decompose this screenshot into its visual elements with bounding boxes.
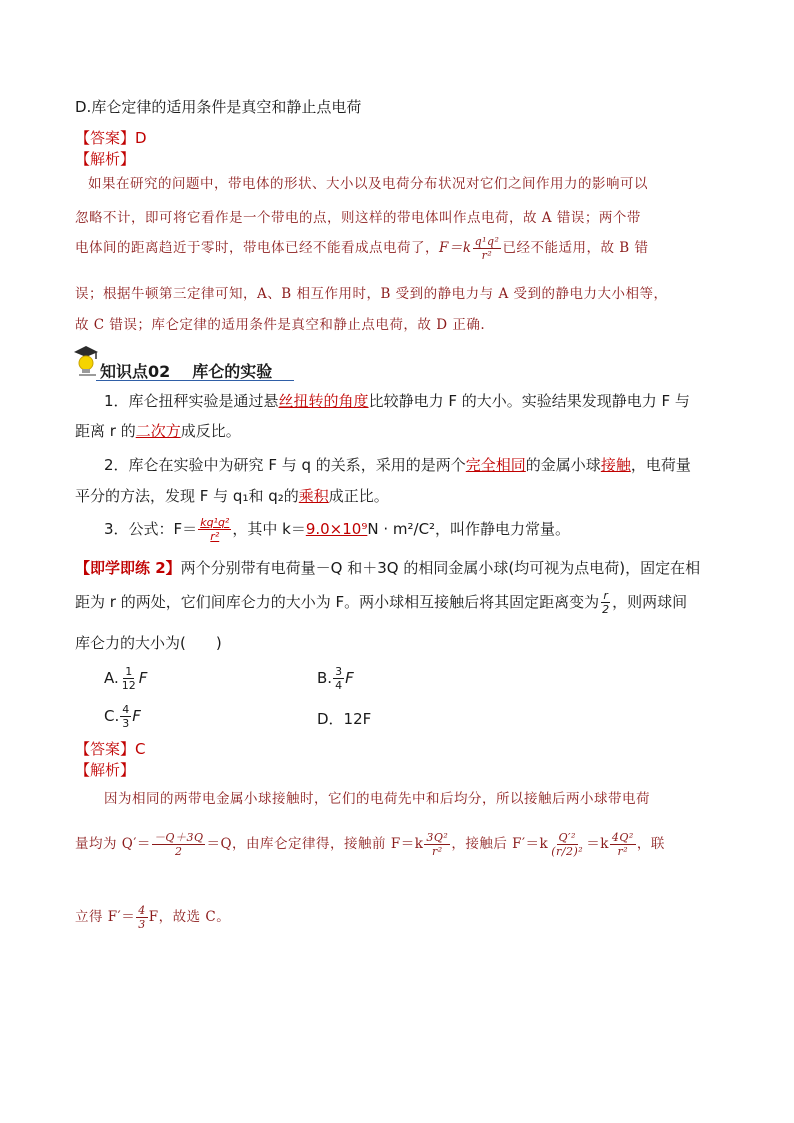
option-b-label: B. [317, 669, 333, 687]
explain-2-den-1: 2 [174, 845, 183, 858]
explain-1-line-3-text: 电体间的距离趋近于零时，带电体已经不能看成点电荷了， [75, 240, 439, 256]
point-3-numerator [198, 517, 231, 530]
answer-line-2 [75, 738, 146, 759]
q2-stem-1: 两个分别带有电荷量－Q 和＋3Q 的相同金属小球(均可视为点电荷)，固定在相 [180, 559, 701, 577]
bulb-icon [70, 343, 102, 381]
explain-label-1: 【解析】 [75, 150, 136, 168]
point-3-constant-blank: 9.0×10⁹ [305, 520, 368, 538]
explain-2-text-b: ＝Q，由库仑定律得，接触前 F＝k [206, 836, 424, 852]
answer-label-2: 【答案】 [75, 740, 136, 758]
explain-2-text-e: ，联 [636, 836, 665, 852]
q2-stem-num: r [603, 589, 608, 602]
explain-2-text-c: ，接触后 F′＝k [451, 836, 549, 852]
q2-stem-line-3: 库仑力的大小为( ) [75, 634, 222, 652]
explain-label-2: 【解析】 [75, 761, 136, 779]
explain-2-num-5: 4 [138, 904, 146, 917]
option-c-den: 3 [122, 717, 130, 730]
explain-1-line-5: 故 C 错误；库仑定律的适用条件是真空和静止点电荷，故 D 正确. [75, 317, 486, 333]
point-1-text-d: 成反比。 [180, 422, 241, 440]
explain-2-text-a: 量均为 Q′＝ [75, 836, 151, 852]
explain-2-fraction-2 [424, 832, 450, 857]
q2-stem-den: 2 [602, 603, 610, 616]
q2-stem-2b: ，则两球间 [612, 593, 688, 611]
explain-1-line-1: 如果在研究的问题中，带电体的形状、大小以及电荷分布状况对它们之间作用力的影响可以 [88, 176, 648, 192]
option-c-label: C. [104, 707, 120, 725]
option-b-num: 3 [335, 665, 343, 678]
explain-2-num-2: 3Q² [426, 831, 449, 844]
explain-2-text-f: 立得 F′＝ [75, 909, 136, 925]
point-3-text-a: 3．公式：F＝ [104, 520, 198, 538]
point-3-line [104, 517, 570, 542]
point-1-line-2 [75, 420, 241, 441]
explain-2-num-3: Q′² [558, 831, 576, 844]
explain-1-line-3-tail: 已经不能适用，故 B 错 [502, 240, 649, 256]
option-a-den: 12 [121, 679, 136, 692]
fraction-numerator: q¹q² [474, 235, 500, 248]
point-2-text-a: 2．库仑在实验中为研究 F 与 q 的关系，采用的是两个 [104, 456, 466, 474]
point-2-line-2 [75, 485, 389, 506]
explain-2-fraction-1 [152, 832, 206, 857]
explain-2-line-2 [75, 832, 665, 857]
point-2-blank-3: 乘积 [298, 487, 329, 505]
point-2-text-b: 的金属小球 [525, 456, 601, 474]
point-2-line-1 [104, 454, 691, 475]
explain-2-den-4: r² [617, 845, 629, 858]
explain-1-line-4: 误；根据牛顿第三定律可知，A、B 相互作用时，B 受到的静电力与 A 受到的静电力大小相等， [75, 286, 668, 302]
section-heading [100, 359, 272, 382]
formula-lhs: F＝k [439, 240, 472, 256]
explain-2-den-3: (r/2)² [551, 845, 584, 858]
point-2-blank-2: 接触 [600, 456, 631, 474]
point-2-text-c: ，电荷量 [630, 456, 691, 474]
explain-2-text-d: ＝k [586, 836, 609, 852]
section-subtitle: 库仑的实验 [192, 362, 273, 381]
explain-2-num-4: 4Q² [611, 831, 634, 844]
explain-2-fraction-5 [136, 905, 148, 930]
option-d-2: D．12F [317, 710, 372, 728]
point-1-text-c: 距离 r 的 [75, 422, 136, 440]
explain-2-fraction-3 [549, 832, 585, 857]
explain-2-line-1: 因为相同的两带电金属小球接触时，它们的电荷先中和后均分，所以接触后两小球带电荷 [104, 791, 650, 807]
point-3-text-c: N · m²/C²，叫作静电力常量。 [367, 520, 571, 538]
point-2-text-d: 平分的方法，发现 F 与 q₁和 q₂的 [75, 487, 299, 505]
point-1-line-1 [104, 390, 690, 411]
option-c-tail: F [132, 707, 141, 725]
answer-line-1 [75, 127, 147, 148]
point-1-blank-1: 丝扭转的角度 [278, 392, 369, 410]
explain-1-line-3 [75, 236, 648, 261]
explain-1-line-2: 忽略不计，即可将它看作是一个带电的点，则这样的带电体叫作点电荷，故 A 错误；两个带 [75, 210, 641, 226]
option-c [104, 704, 141, 729]
explain-2-line-3 [75, 905, 230, 930]
q2-stem-2a: 距为 r 的两处，它们间库仑力的大小为 F。两小球相互接触后将其固定距离变为 [75, 593, 600, 611]
formula-fraction [473, 236, 502, 261]
q2-stem-fraction [600, 590, 611, 615]
option-c-num: 4 [122, 703, 130, 716]
point-3-denominator: r² [210, 530, 220, 543]
option-d: D.库仑定律的适用条件是真空和静止点电荷 [75, 98, 362, 116]
option-a [104, 666, 147, 691]
option-a-num: 1 [125, 665, 133, 678]
q2-stem-line-1 [75, 557, 700, 578]
option-b [317, 666, 354, 691]
explain-2-num-1: －Q＋3Q [153, 831, 204, 844]
fraction-denominator: r² [481, 249, 493, 262]
answer-value-2: C [135, 740, 146, 758]
explain-2-fraction-4 [610, 832, 636, 857]
answer-label: 【答案】 [75, 129, 136, 147]
answer-value: D [135, 129, 147, 147]
point-3-num-text: q¹q² [206, 516, 230, 529]
point-1-text-b: 比较静电力 F 的大小。实验结果发现静电力 F 与 [368, 392, 690, 410]
section-title: 知识点02 [100, 362, 171, 381]
point-1-text-a: 1．库仑扭秤实验是通过悬 [104, 392, 279, 410]
explain-2-den-2: r² [432, 845, 443, 858]
option-b-tail: F [345, 669, 354, 687]
option-a-tail: F [138, 669, 148, 687]
explain-2-text-g: F，故选 C。 [148, 909, 231, 925]
point-2-blank-1: 完全相同 [465, 456, 526, 474]
point-3-k: k [200, 516, 207, 529]
option-c-fraction [120, 704, 131, 729]
explain-2-den-5: 3 [138, 918, 146, 931]
option-a-label: A. [104, 669, 119, 687]
option-b-den: 4 [335, 679, 343, 692]
point-2-text-e: 成正比。 [328, 487, 389, 505]
point-3-text-b: ，其中 k＝ [232, 520, 306, 538]
heading-underline [96, 380, 294, 381]
point-3-formula-blank [198, 517, 231, 542]
option-a-fraction [120, 666, 138, 691]
practice-tag: 【即学即练 2】 [75, 559, 181, 577]
point-1-blank-2: 二次方 [135, 422, 181, 440]
option-b-fraction [333, 666, 344, 691]
q2-stem-line-2 [75, 590, 687, 615]
